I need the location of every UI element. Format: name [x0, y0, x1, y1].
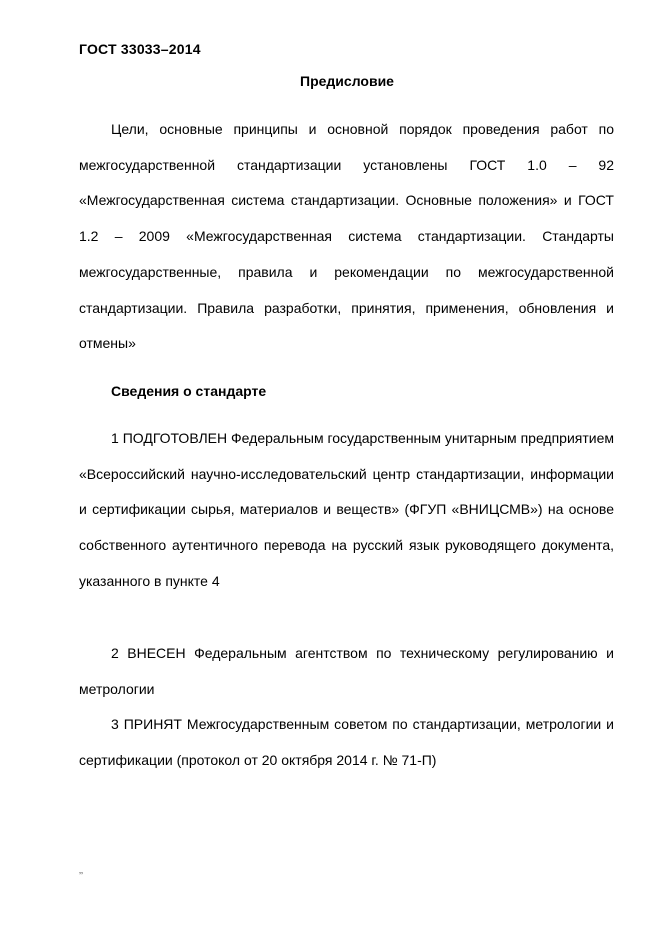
document-code: ГОСТ 33033–2014	[79, 41, 201, 57]
intro-paragraph: Цели, основные принципы и основной порядок проведения работ по межгосударственной стандартизации установлены ГОСТ 1.0 – 92 «Межгосударственная система стандартизации. Основные положения» и ГОСТ 1.2 – 2009 «Межгосударственная система стандартизации. Стандарты межгосударственные, правила и рекомендации по межгосударственной стандартизации. Правила разработки, принятия, применения, обновления и отмены»	[79, 121, 614, 352]
standard-info-heading: Сведения о стандарте	[111, 383, 267, 399]
standard-info-item-1: 1 ПОДГОТОВЛЕН Федеральным государственным унитарным предприятием «Всероссийский научно-исследовательский центр стандартизации, информации и сертификации сырья, материалов и веществ» (ФГУП «ВНИЦСМВ») на основе собственного аутентичного перевода на русский язык руководящего документа, указанного в пункте 4	[79, 430, 614, 589]
section-title: Предисловие	[300, 73, 394, 89]
footer-mark: ‚‚	[79, 865, 83, 875]
standard-info-item-2: 2 ВНЕСЕН Федеральным агентством по техническому регулированию и метрологии	[79, 645, 614, 697]
standard-info-item-3: 3 ПРИНЯТ Межгосударственным советом по стандартизации, метрологии и сертификации (протокол от 20 октября 2014 г. № 71-П)	[79, 716, 614, 768]
